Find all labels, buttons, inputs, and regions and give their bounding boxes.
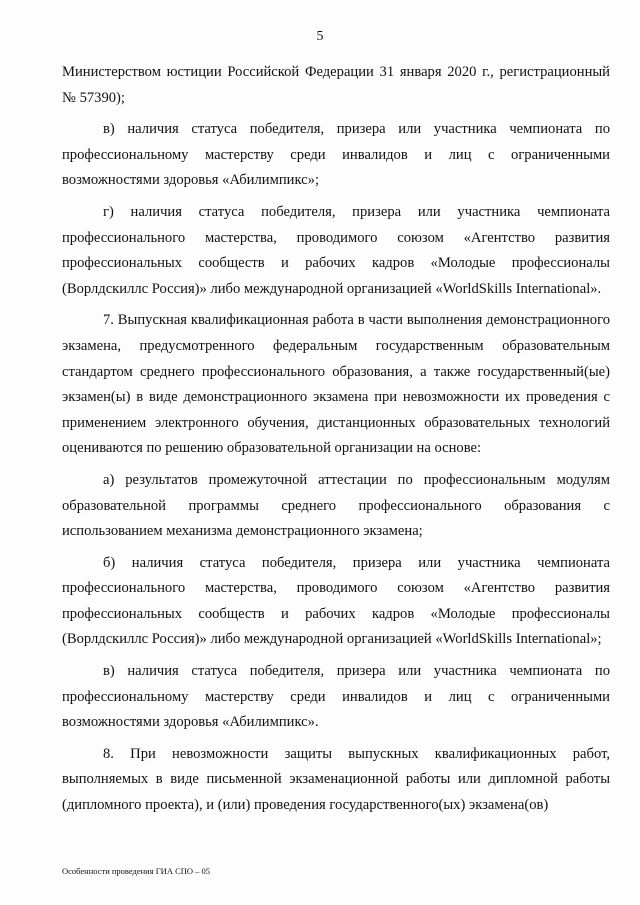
paragraph-item-v-2: в) наличия статуса победителя, призера или участника чемпионата по профессиональному мастерству среди инвалидов и лиц с ограниченными возможностями здоровья «Абилимпикс».	[62, 663, 610, 731]
paragraph-item-v: в) наличия статуса победителя, призера или участника чемпионата по профессиональному мастерству среди инвалидов и лиц с ограниченными возможностями здоровья «Абилимпикс»;	[62, 121, 610, 189]
paragraph-continuation: Министерством юстиции Российской Федерации 31 января 2020 г., регистрационный № 57390);	[62, 64, 610, 106]
paragraph-item-g: г) наличия статуса победителя, призера или участника чемпионата профессионального мастерства, проводимого союзом «Агентство развития профессиональных сообществ и рабочих кадров «Молодые профессионалы (Ворлдскиллс Россия)» либо международной организацией «WorldSkills International».	[62, 203, 610, 297]
page-number: 5	[316, 29, 324, 44]
page-footer: Особенности проведения ГИА СПО – 05	[62, 866, 211, 876]
paragraph-item-a: а) результатов промежуточной аттестации по профессиональным модулям образовательной программы среднего профессионального образования с использованием механизма демонстрационного экзамена;	[62, 471, 610, 540]
paragraph-clause-8: 8. При невозможности защиты выпускных квалификационных работ, выполняемых в виде письменной экзаменационной работы или дипломной работы (дипломного проекта), и (или) проведения государственного(ых) экзамена(ов)	[62, 745, 610, 814]
paragraph-item-b: б) наличия статуса победителя, призера или участника чемпионата профессионального мастерства, проводимого союзом «Агентство развития профессиональных сообществ и рабочих кадров «Молодые профессионалы (Ворлдскиллс Россия)» либо международной организацией «WorldSkills International»;	[62, 554, 610, 648]
paragraph-clause-7: 7. Выпускная квалификационная работа в части выполнения демонстрационного экзамена, предусмотренного федеральным государственным образовательным стандартом среднего профессионального образования, а также государственный(ые) экзамен(ы) в виде демонстрационного экзамена при невозможности их проведения с применением электронного обучения, дистанционных образовательных технологий оцениваются по решению образовательной организации на основе:	[62, 312, 610, 457]
document-body	[62, 60, 610, 819]
